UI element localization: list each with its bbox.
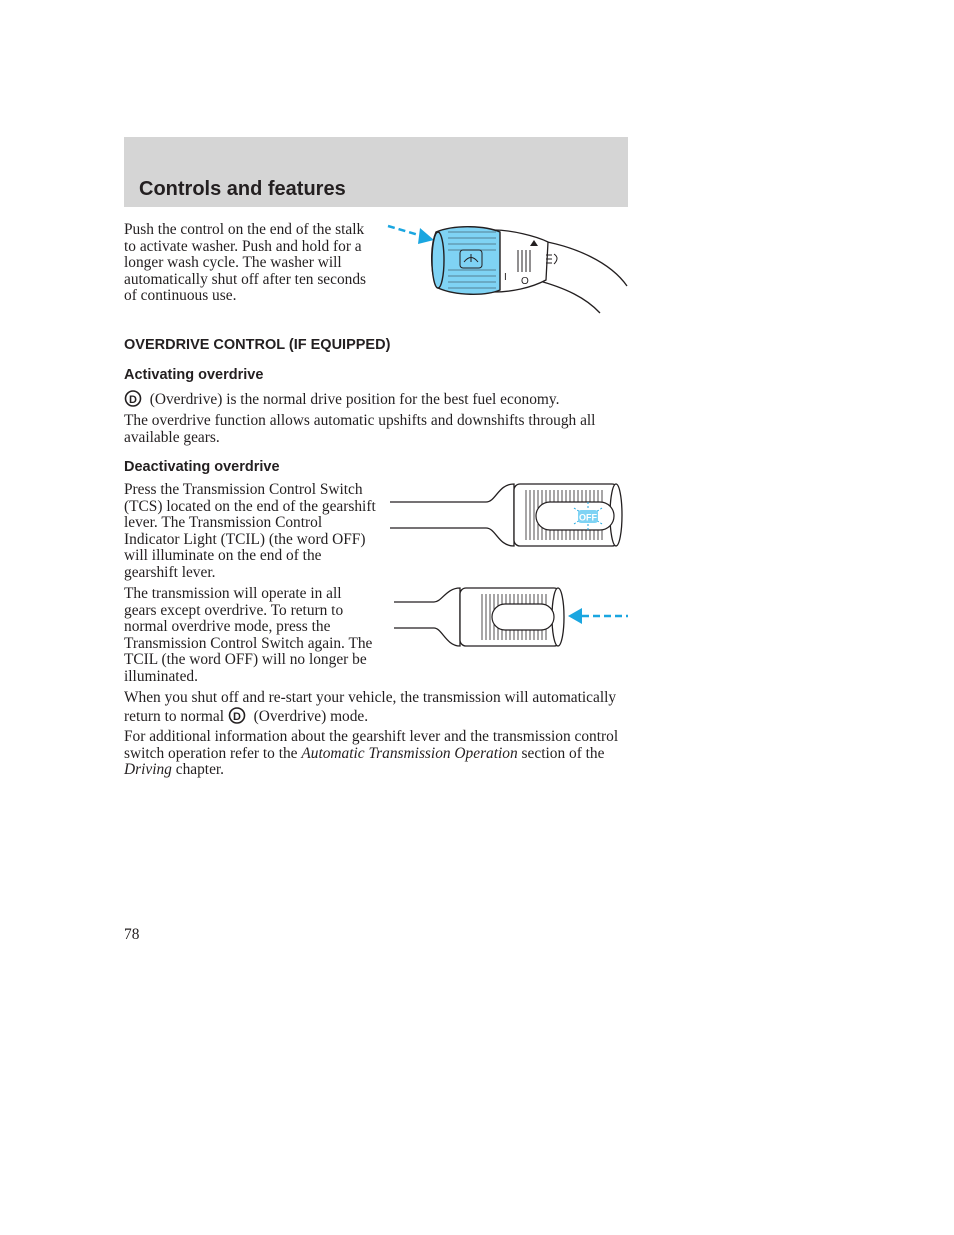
reference-link-automatic-transmission: Automatic Transmission Operation (301, 744, 518, 762)
deactivating-paragraph-1: Press the Transmission Control Switch (TCS) located on the end of the gearshift lever. The Transmission Control Indicator Light (TCIL) (the word OFF) will illuminate on the end of the gearshift lever. (124, 481, 376, 581)
svg-text:I: I (504, 272, 507, 283)
deactivating-paragraph-1a (124, 482, 376, 581)
overdrive-d-icon (124, 390, 142, 407)
svg-text:O: O (521, 276, 529, 287)
restart-text: When you shut off and re-start your vehicle, the transmission will automatically return to normal (124, 689, 617, 725)
activating-overdrive-text: (Overdrive) is the normal drive position for the best fuel economy. (149, 391, 560, 408)
reference-text-a: For additional information about the gearshift lever and the transmission control switch operation refer to the (124, 728, 619, 762)
off-indicator-text: OFF (579, 512, 597, 523)
deactivating-paragraph-4 (124, 729, 628, 779)
overdrive-d-icon (228, 707, 246, 724)
overdrive-section-heading: OVERDRIVE CONTROL (IF EQUIPPED) (124, 337, 391, 353)
washer-instructions: Push the control on the end of the stalk to activate washer. Push and hold for a longer wash cycle. The washer will automatically shut off after ten seconds of continuous use. (124, 221, 367, 304)
deactivating-overdrive-heading: Deactivating overdrive (124, 459, 280, 475)
gearshift-press-switch-illustration (394, 586, 630, 648)
deactivating-paragraph-3 (124, 690, 628, 725)
section-title: Controls and features (139, 178, 346, 200)
activating-overdrive-line1 (124, 390, 628, 409)
deactivating-paragraph-2: The transmission will operate in all gears except overdrive. To return to normal overdrive mode, press the Transmission Control Switch again. The TCIL (the word OFF) will no longer be illuminated. (124, 585, 373, 685)
overdrive-mode-text: (Overdrive) mode. (253, 707, 369, 725)
activating-overdrive-heading: Activating overdrive (124, 367, 264, 383)
reference-text-c: chapter. (171, 761, 225, 778)
reference-link-driving: Driving (124, 761, 172, 778)
gearshift-off-illuminated-illustration (390, 482, 626, 550)
reference-text-b: section of the (517, 744, 605, 762)
washer-stalk-illustration (386, 218, 630, 316)
svg-text:D: D (129, 393, 137, 406)
svg-text:D: D (232, 710, 241, 723)
page-number: 78 (124, 926, 140, 943)
section-header-band (124, 137, 628, 207)
activating-overdrive-line2: The overdrive function allows automatic upshifts and downshifts through all available gears. (124, 412, 596, 446)
